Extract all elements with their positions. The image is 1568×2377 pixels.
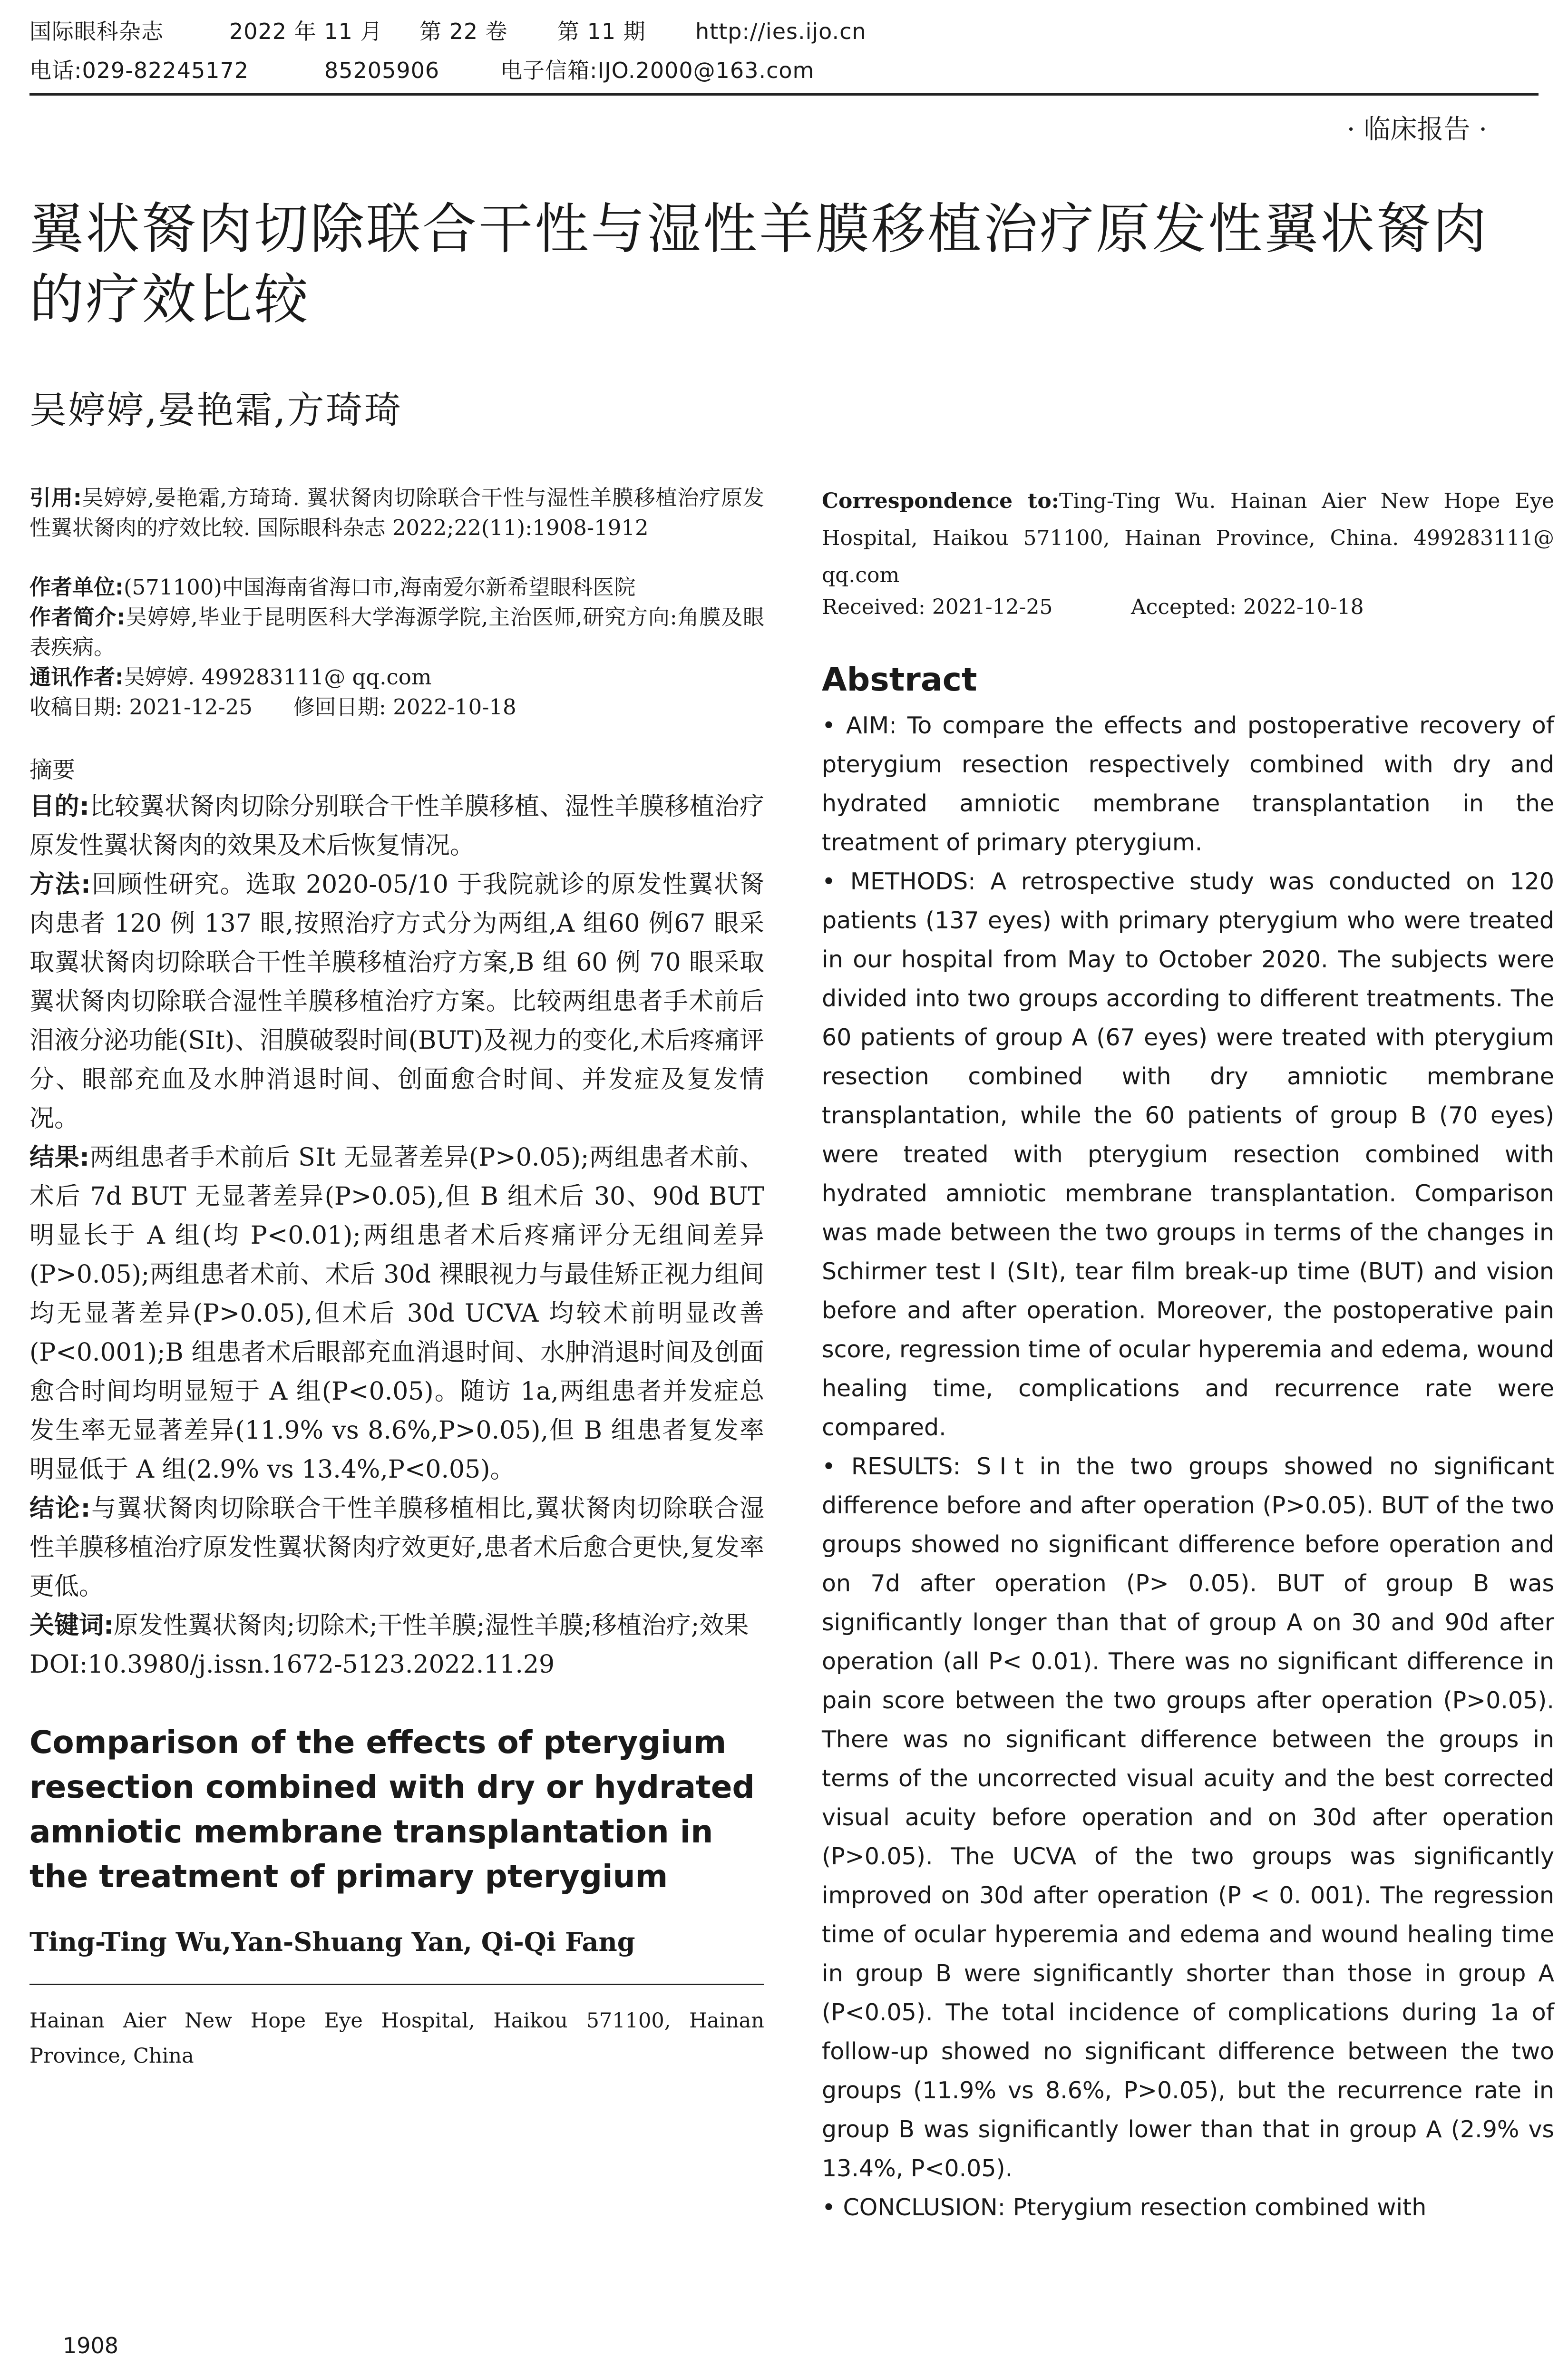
journal-email[interactable]: 电子信箱:IJO.2000@163.com <box>500 58 815 83</box>
received-date: Received: 2021-12-25 <box>822 595 1053 619</box>
author-bio-label: 作者简介: <box>29 604 126 630</box>
corresponding-author-text: 吴婷婷. 499283111@ qq.com <box>124 664 432 690</box>
abstract-en-methods: • METHODS: A retrospective study was conducted on 120 patients (137 eyes) with primary pterygium who were treated in our hospital from May to October 2020. The subjects were divided into two groups according to different treatments. The 60 patients of group A (67 eyes) were treated with pterygium resection combined with dry amniotic membrane transplantation, while the 60 patients of group B (70 eyes) were treated with pterygium resection combined with hydrated amniotic membrane transplantation. Comparison was made between the two groups in terms of the changes in Schirmer test Ⅰ (SⅠt), tear film break-up time (BUT) and vision before and after operation. Moreover, the postoperative pain score, regression time of ocular hyperemia and edema, wound healing time, complications and recurrence rate were compared. <box>822 868 1554 1441</box>
authors-cn: 吴婷婷,晏艳霜,方琦琦 <box>29 389 403 432</box>
page-number: 1908 <box>63 2333 119 2358</box>
keywords-text: 原发性翼状胬肉;切除术;干性羊膜;湿性羊膜;移植治疗;效果 <box>113 1611 749 1640</box>
correspondence-en <box>822 483 1554 594</box>
header-divider <box>29 93 1539 96</box>
corresponding-author-label: 通讯作者: <box>29 664 124 690</box>
citation <box>29 483 764 543</box>
right-column <box>822 483 1554 2227</box>
section-label: · 临床报告 · <box>1346 114 1487 145</box>
abstract-en-conclusion: • CONCLUSION: Pterygium resection combined with <box>822 2194 1427 2221</box>
affiliation-cn <box>29 572 764 602</box>
dates-cn: 收稿日期: 2021-12-25 修回日期: 2022-10-18 <box>29 694 516 720</box>
aim-label: 目的: <box>29 792 89 821</box>
journal-name: 国际眼科杂志 <box>29 19 164 44</box>
methods-label: 方法: <box>29 870 91 899</box>
article-title-cn: 翼状胬肉切除联合干性与湿性羊膜移植治疗原发性翼状胬肉的疗效比较 <box>29 197 1489 331</box>
journal-url[interactable]: http://ies.ijo.cn <box>695 19 867 44</box>
doi[interactable]: DOI:10.3980/j.issn.1672-5123.2022.11.29 <box>29 1650 555 1679</box>
issue-number: 第 11 期 <box>557 19 646 44</box>
volume: 第 22 卷 <box>419 19 508 44</box>
dates-en <box>822 595 1554 619</box>
author-bio-text: 吴婷婷,毕业于昆明医科大学海源学院,主治医师,研究方向:角膜及眼表疾病。 <box>29 604 765 660</box>
accepted-date: Accepted: 2022-10-18 <box>1131 595 1364 619</box>
journal-header-line-1 <box>29 14 867 46</box>
affiliation-en: Hainan Aier New Hope Eye Hospital, Haikou 571100, Hainan Province, China <box>29 2009 764 2068</box>
affiliation-divider <box>29 1984 764 1985</box>
conclusion-text: 与翼状胬肉切除联合干性羊膜移植相比,翼状胬肉切除联合湿性羊膜移植治疗原发性翼状胬肉疗效更好,患者术后愈合更快,复发率更低。 <box>29 1494 764 1601</box>
abstract-cn-heading: 摘要 <box>29 757 76 783</box>
journal-header-line-2 <box>29 53 814 85</box>
authors-en: Ting-Ting Wu,Yan-Shuang Yan, Qi-Qi Fang <box>29 1927 635 1957</box>
abstract-en-results: • RESULTS: SⅠt in the two groups showed no significant difference before and after operation (P>0.05). BUT of the two groups showed no significant difference before operation and on 7d after operation (P> 0.05). BUT of group B was significantly longer than that of group A on 30 and 90d after operation (all P< 0.01). There was no significant difference in pain score between the two groups after operation (P>0.05). There was no significant difference between the groups in terms of the uncorrected visual acuity and the best corrected visual acuity before operation and on 30d after operation (P>0.05). The UCVA of the two groups was significantly improved on 30d after operation (P < 0. 001). The regression time of ocular hyperemia and edema and wound healing time in group B were significantly shorter than those in group A (P<0.05). The total incidence of complications during 1a of follow-up showed no significant difference between the two groups (11.9% vs 8.6%, P>0.05), but the recurrence rate in group B was significantly lower than that in group A (2.9% vs 13.4%, P<0.05). <box>822 1453 1554 2182</box>
abstract-en-heading: Abstract <box>822 661 977 699</box>
article-title-en: Comparison of the effects of pterygium resection combined with dry or hydrated amniotic membrane transplantation in the treatment of primary pterygium <box>29 1724 755 1895</box>
citation-text: 吴婷婷,晏艳霜,方琦琦. 翼状胬肉切除联合干性与湿性羊膜移植治疗原发性翼状胬肉的疗效比较. 国际眼科杂志 2022;22(11):1908-1912 <box>29 485 764 540</box>
abstract-cn-aim <box>29 787 764 865</box>
keywords-label: 关键词: <box>29 1611 114 1640</box>
keywords-cn <box>29 1606 764 1645</box>
phone: 电话:029-82245172 <box>29 58 249 83</box>
correspondence-label: Correspondence to: <box>822 489 1059 513</box>
issue-date: 2022 年 11 月 <box>229 19 383 44</box>
left-column <box>29 483 764 2074</box>
citation-label: 引用: <box>29 485 82 510</box>
abstract-cn-results <box>29 1138 764 1489</box>
corresponding-author-cn <box>29 662 764 692</box>
abstract-cn-methods <box>29 865 764 1138</box>
aim-text: 比较翼状胬肉切除分别联合干性羊膜移植、湿性羊膜移植治疗原发性翼状胬肉的效果及术后恢复情况。 <box>29 792 764 860</box>
results-text: 两组患者手术前后 SⅠt 无显著差异(P>0.05);两组患者术前、术后 7d BUT 无显著差异(P>0.05),但 B 组术后 30、90d BUT 明显长于 A 组(均 P<0.01);两组患者术后疼痛评分无组间差异(P>0.05);两组患者术前、术后 30d 裸眼视力与最佳矫正视力组间均无显著差异(P>0.05),但术后 30d UCVA 均较术前明显改善(P<0.001);B 组患者术后眼部充血消退时间、水肿消退时间及创面愈合时间均明显短于 A 组(P<0.05)。随访 1a,两组患者并发症总发生率无显著差异(11.9% vs 8.6%,P>0.05),但 B 组患者复发率明显低于 A 组(2.9% vs 13.4%,P<0.05)。 <box>29 1143 764 1484</box>
methods-text: 回顾性研究。选取 2020-05/10 于我院就诊的原发性翼状胬肉患者 120 例 137 眼,按照治疗方式分为两组,A 组60 例67 眼采取翼状胬肉切除联合干性羊膜移植治疗方案,B 组 60 例 70 眼采取翼状胬肉切除联合湿性羊膜移植治疗方案。比较两组患者手术前后泪液分泌功能(SⅠt)、泪膜破裂时间(BUT)及视力的变化,术后疼痛评分、眼部充血及水肿消退时间、创面愈合时间、并发症及复发情况。 <box>29 870 764 1133</box>
results-label: 结果: <box>29 1143 90 1172</box>
conclusion-label: 结论: <box>29 1494 91 1523</box>
author-bio-cn <box>29 602 764 662</box>
affiliation-cn-label: 作者单位: <box>29 575 124 600</box>
affiliation-cn-text: (571100)中国海南省海口市,海南爱尔新希望眼科医院 <box>124 575 636 600</box>
phone-2: 85205906 <box>324 58 440 83</box>
abstract-en-aim: • AIM: To compare the effects and postoperative recovery of pterygium resection respectively combined with dry and hydrated amniotic membrane transplantation in the treatment of primary pterygium. <box>822 712 1554 856</box>
correspondence-text: Ting-Ting Wu. Hainan Aier New Hope Eye Hospital, Haikou 571100, Hainan Province, China. 499283111@ qq.com <box>822 489 1554 587</box>
abstract-cn-conclusion <box>29 1489 764 1606</box>
